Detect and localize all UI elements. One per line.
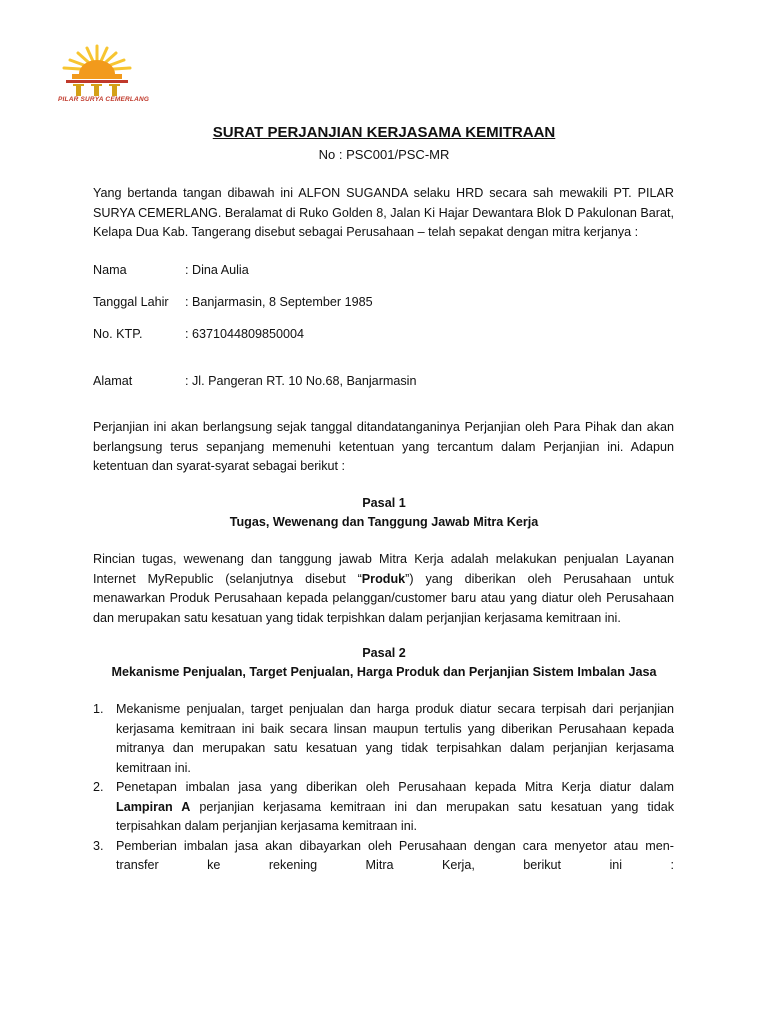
pasal-1-text-after: ”) yang diberikan oleh Perusahaan untuk menawarkan Produk Perusahaan kepada pelanggan/customer baru atau yang diatur oleh Perusahaan dan merupakan satu kesatuan yang tidak terpishkan dalam perjanjian kerjasama kemitraan ini. <box>93 571 674 625</box>
field-ktp-value: : 6371044809850004 <box>185 327 305 341</box>
field-ktp <box>93 325 674 343</box>
field-name-value: : Dina Aulia <box>185 263 249 277</box>
pasal-1-heading: Tugas, Wewenang dan Tanggung Jawab Mitra Kerja <box>229 515 539 529</box>
list-item-text-after: perjanjian kerjasama kemitraan ini dan merupakan satu kesatuan yang tidak terpisahkan dalam perjanjian kerjasama kemitraan ini. <box>116 799 675 833</box>
field-name <box>93 261 674 279</box>
pasal-1-text-bold: Produk <box>361 571 406 586</box>
list-item <box>93 778 674 837</box>
document-title: SURAT PERJANJIAN KERJASAMA KEMITRAAN <box>212 124 556 141</box>
pasal-2-list <box>93 700 674 876</box>
list-item-text-before: Penetapan imbalan jasa yang diberikan oleh Perusahaan kepada Mitra Kerja diatur dalam <box>116 780 674 794</box>
list-item-text-bold: Lampiran A <box>116 799 191 814</box>
pasal-1-text-before: Rincian tugas, wewenang dan tanggung jawab Mitra Kerja adalah melakukan penjualan Layanan Internet MyRepublic (selanjutnya disebut “ <box>93 552 674 586</box>
field-name-label: Nama <box>93 263 127 277</box>
pasal-2-number: Pasal 2 <box>362 646 406 660</box>
pasal-1-paragraph <box>93 550 674 628</box>
intro-paragraph: Yang bertanda tangan dibawah ini ALFON SUGANDA selaku HRD secara sah mewakili PT. PILAR SURYA CEMERLANG. Beralamat di Ruko Golden 8, Jalan Ki Hajar Dewantara Blok D Pakulonan Barat, Kelapa Dua Kab. Tangerang disebut sebagai Perusahaan – telah sepakat dengan mitra kerjanya : <box>93 186 674 239</box>
list-item-number: 1. <box>93 702 104 716</box>
field-address <box>93 372 674 390</box>
agreement-paragraph: Perjanjian ini akan berlangsung sejak tanggal ditandatanganinya Perjanjian oleh Para Pihak dan akan berlangsung terus sepanjang memenuhi ketentuan yang tercantum dalam Perjanjian ini. Adapun ketentuan dan syarat-syarat sebagai berikut : <box>93 420 674 473</box>
logo-company-text: PILAR SURYA CEMERLANG <box>58 96 150 103</box>
field-address-value: : Jl. Pangeran RT. 10 No.68, Banjarmasin <box>185 374 417 388</box>
list-item <box>93 700 674 778</box>
field-dob <box>93 293 674 311</box>
pasal-2-heading: Mekanisme Penjualan, Target Penjualan, Harga Produk dan Perjanjian Sistem Imbalan Jasa <box>111 665 657 679</box>
list-item-text: Mekanisme penjualan, target penjualan dan harga produk diatur secara terpisah dari perjanjian kerjasama kemitraan ini baik secara linsan maupun tertulis yang diberikan Perusahaan kepada mitranya dan merupakan satu kesatuan yang tidak terpisahkan dalam perjanjian kerjasama kemitraan ini. <box>116 702 674 775</box>
field-dob-value: : Banjarmasin, 8 September 1985 <box>185 295 373 309</box>
list-item-number: 3. <box>93 838 104 853</box>
field-dob-label: Tanggal Lahir <box>93 295 169 309</box>
list-item-text: Pemberian imbalan jasa akan dibayarkan oleh Perusahaan dengan cara menyetor atau men-transfer ke rekening Mitra Kerja, berikut ini : <box>116 838 674 872</box>
document-number: No : PSC001/PSC-MR <box>318 147 450 162</box>
field-address-label: Alamat <box>93 374 133 388</box>
list-item-number: 2. <box>93 780 104 794</box>
list-item <box>93 837 674 876</box>
field-ktp-label: No. KTP. <box>93 327 143 341</box>
pasal-1-number: Pasal 1 <box>362 496 406 510</box>
